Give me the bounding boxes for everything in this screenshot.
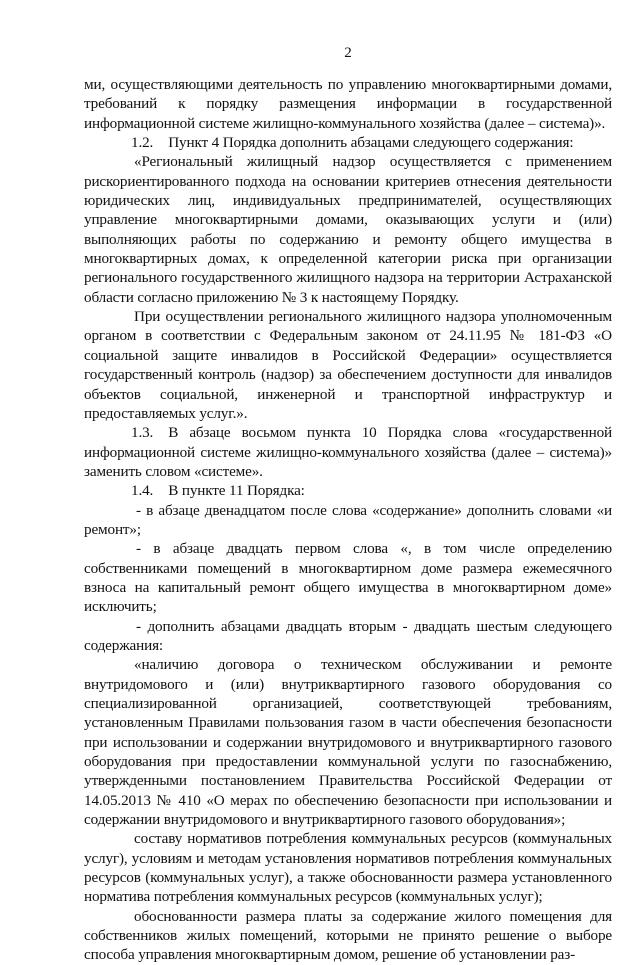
paragraph-quote-regional-supervision: «Региональный жилищный надзор осуществляется с применением рискориентированного подхода на основании критериев отнесения деятельности юридических лиц, индивидуальных предпринимателей, осуществляющих управление многоквартирными домами, оказывающих услуги и (или) выполняющих работы по содержанию и ремонту общего имущества в многоквартирных домах, к определенной категории риска при организации регионального государственного жилищного надзора на территории Астраханской области согласно приложению № 3 к настоящему Порядку. (84, 153, 612, 306)
paragraph-subitem-twenty-first: - в абзаце двадцать первом слова «, в том числе определению собственниками помещений в многоквартирном доме размера ежемесячного взноса на капитальный ремонт общего имущества в многоквартирном доме» исключить; (84, 540, 612, 616)
paragraph-consumption-norms: составу нормативов потребления коммунальных ресурсов (коммунальных услуг), условиям и методам установления нормативов потребления коммунальных ресурсов (коммунальных услуг), а также обоснованности размера установленного норматива потребления коммунальных ресурсов (коммунальных услуг); (84, 830, 612, 906)
paragraph-subitem-twelfth: - в абзаце двенадцатом после слова «содержание» дополнить словами «и ремонт»; (84, 501, 612, 538)
page-number: 2 (344, 45, 352, 61)
paragraph-continuation: ми, осуществляющими деятельность по управлению многоквартирными домами, требований к порядку размещения информации в государственной информационной системе жилищно-коммунального хозяйства (далее – система)». (84, 76, 612, 132)
paragraph-subitem-add: - дополнить абзацами двадцать вторым - двадцать шестым следующего содержания: (84, 617, 612, 654)
paragraph-disabled-access-control: При осуществлении регионального жилищного надзора уполномоченным органом в соответствии с Федеральным законом от 24.11.95 № 181-ФЗ «О социальной защите инвалидов в Российской Федерации» осуществляется государственный контроль (надзор) за обеспечением доступности для инвалидов объектов социальной, инженерной и транспортной инфраструктур и предоставляемых услуг.». (84, 308, 612, 422)
paragraph-quote-gas-equipment: «наличию договора о техническом обслуживании и ремонте внутридомового и (или) внутриквартирного газового оборудования со специализированной организацией, соответствующей требованиям, установленным Правилами пользования газом в части обеспечения безопасности при использовании и содержании внутридомового и внутриквартирного газового оборудования при предоставлении коммунальной услуги по газоснабжению, утвержденными постановлением Правительства Российской Федерации от 14.05.2013 № 410 «О мерах по обеспечению безопасности при использовании и содержании внутридомового и внутриквартирного газового оборудования»; (84, 656, 612, 829)
paragraph-item-1-4: 1.4. В пункте 11 Порядка: (131, 482, 305, 500)
document-page (84, 44, 612, 965)
paragraph-item-1-2: 1.2. Пункт 4 Порядка дополнить абзацами следующего содержания: (131, 134, 574, 152)
paragraph-payment-justification: обоснованности размера платы за содержание жилого помещения для собственников жилых помещений, которыми не принято решение о выборе способа управления многоквартирным домом, решение об установлении раз- (84, 907, 612, 964)
paragraph-item-1-3: 1.3. В абзаце восьмом пункта 10 Порядка слова «государственной информационной системе жилищно-коммунального хозяйства (далее – система)» заменить словом «системе». (84, 424, 612, 480)
